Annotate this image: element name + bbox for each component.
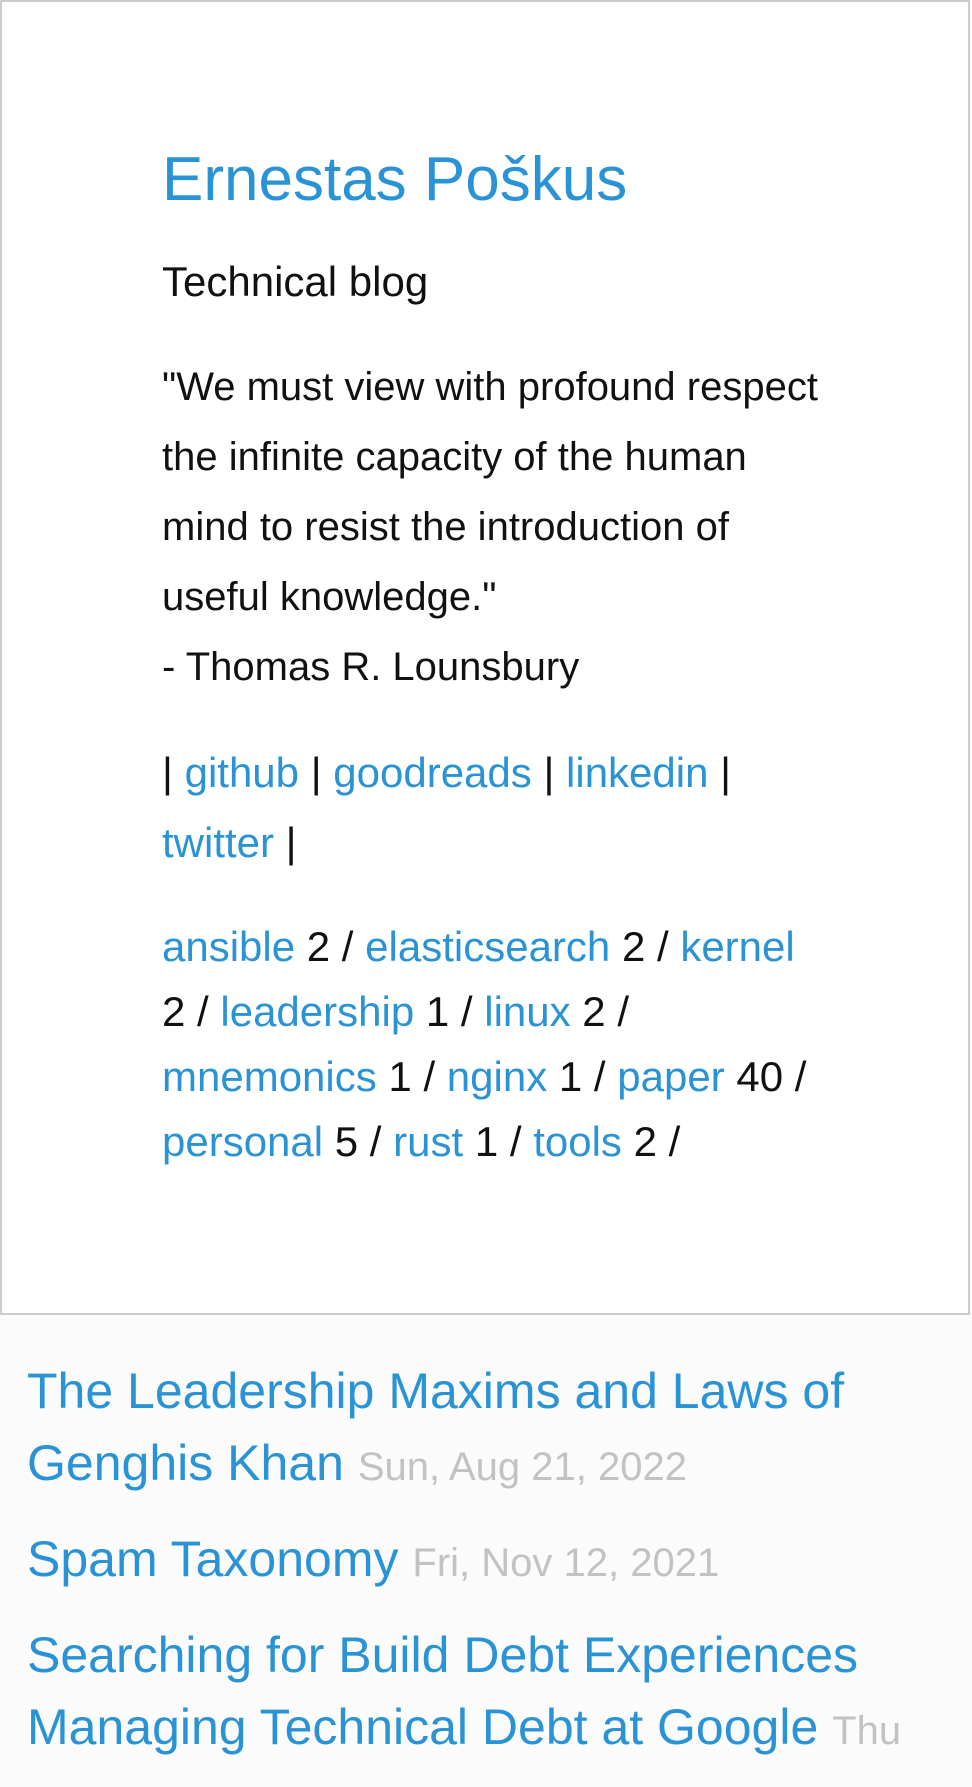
tag-link-elasticsearch[interactable]: elasticsearch: [365, 923, 611, 970]
separator: |: [708, 749, 732, 796]
site-title[interactable]: Ernestas Poškus: [162, 145, 628, 214]
social-link-twitter[interactable]: twitter: [162, 819, 275, 866]
tag-link-linux[interactable]: linux: [484, 988, 571, 1035]
post-title-link[interactable]: The Leadership Maxims and Laws of Genghis Khan: [27, 1363, 845, 1491]
post-date: Sun, Aug 21, 2022: [357, 1445, 687, 1489]
post-item: [27, 1523, 957, 1599]
post-item: [27, 1619, 957, 1767]
tag-link-rust[interactable]: rust: [393, 1118, 464, 1165]
social-links: [162, 738, 822, 878]
tag-count: 2: [633, 1118, 657, 1165]
tag-link-leadership[interactable]: leadership: [220, 988, 415, 1035]
tag-count: 2: [162, 988, 186, 1035]
separator: |: [299, 749, 334, 796]
tag-count: 40: [736, 1053, 784, 1100]
quote-author: - Thomas R. Lounsbury: [162, 645, 580, 689]
tag-count: 1: [388, 1053, 412, 1100]
separator: |: [162, 749, 185, 796]
social-link-github[interactable]: github: [184, 749, 300, 796]
tag-link-personal[interactable]: personal: [162, 1118, 324, 1165]
post-item: [27, 1355, 957, 1503]
tag-count: 1: [558, 1053, 583, 1100]
tag-link-tools[interactable]: tools: [533, 1118, 622, 1165]
tag-count: 2: [621, 923, 646, 970]
tag-count: 1: [474, 1118, 499, 1165]
site-subtitle: Technical blog: [162, 258, 429, 305]
tag-link-nginx[interactable]: nginx: [446, 1053, 548, 1100]
sidebar-content: [162, 140, 822, 1174]
tag-link-paper[interactable]: paper: [617, 1053, 725, 1100]
tag-count: 1: [425, 988, 450, 1035]
tag-count: 5: [334, 1118, 359, 1165]
post-title-link[interactable]: Spam Taxonomy: [27, 1531, 399, 1587]
social-link-goodreads[interactable]: goodreads: [333, 749, 532, 796]
post-date: Fri, Nov 12, 2021: [412, 1541, 720, 1585]
post-title-link[interactable]: Searching for Build Debt Experiences Managing Technical Debt at Google: [27, 1627, 859, 1755]
tag-link-mnemonics[interactable]: mnemonics: [162, 1053, 377, 1100]
social-link-linkedin[interactable]: linkedin: [566, 749, 709, 796]
tag-list: ansible 2 / elasticsearch 2 / kernel 2 / leadership 1 / linux 2 / mnemonics 1 / nginx 1 / paper 40 / personal 5 / rust 1 / tools 2 /: [162, 923, 807, 1165]
tag-link-kernel[interactable]: kernel: [680, 923, 795, 970]
separator: |: [531, 749, 567, 796]
tag-link-ansible[interactable]: ansible: [162, 923, 296, 970]
tag-count: 2: [582, 988, 606, 1035]
post-list: [27, 1355, 957, 1787]
quote-text: "We must view with profound respect the infinite capacity of the human mind to resist the introduction of useful knowledge.": [162, 365, 818, 619]
post-date: Thu: [832, 1709, 902, 1753]
tag-count: 2: [306, 923, 331, 970]
separator: |: [274, 819, 297, 866]
